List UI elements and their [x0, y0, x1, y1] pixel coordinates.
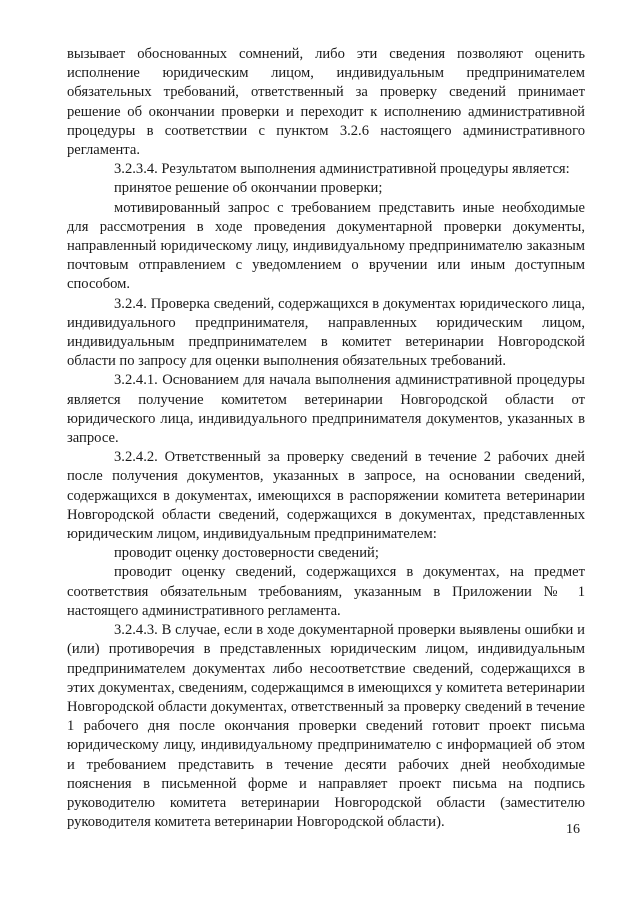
- paragraph-continuation: вызывает обоснованных сомнений, либо эти сведения позволяют оценить исполнение юридическим лицом, индивидуальным предпринимателем обязательных требований, ответственный за проверку сведений принимает решение об окончании проверки и переходит к исполнению административной процедуры в соответствии с пунктом 3.2.6 настоящего административного регламента.: [67, 46, 585, 159]
- page-number: 16: [566, 822, 580, 837]
- paragraph-3-2-4-2: 3.2.4.2. Ответственный за проверку сведений в течение 2 рабочих дней после получения документов, указанных в запросе, на основании сведений, содержащихся в документах, имеющихся в распоряжении комитета ветеринарии Новгородской области сведений, содержащихся в документах, представленных юридическим лицом, индивидуальным предпринимателем:: [67, 449, 585, 543]
- list-item-compliance: проводит оценку сведений, содержащихся в документах, на предмет соответствия обязательным требованиям, указанным в Приложении № 1 настоящего административного регламента.: [67, 564, 585, 619]
- paragraph-3-2-4: 3.2.4. Проверка сведений, содержащихся в документах юридического лица, индивидуального предпринимателя, направленных юридическим лицом, индивидуальным предпринимателем в комитет ветеринарии Новгородской области по запросу для оценки выполнения обязательных требований.: [67, 295, 585, 370]
- paragraph-3-2-3-4: 3.2.3.4. Результатом выполнения административной процедуры является:: [114, 161, 570, 178]
- paragraph-3-2-4-3: 3.2.4.3. В случае, если в ходе документарной проверки выявлены ошибки и (или) противоречия в представленных юридическим лицом, индивидуальным предпринимателем документах либо несоответствие сведений, содержащихся в этих документах, сведениям, содержащимся в имеющихся у комитета ветеринарии Новгородской области документах, ответственный за проверку сведений в течение 1 рабочего дня после окончания проверки сведений готовит проект письма юридическому лицу, индивидуальному предпринимателю с информацией об этом и требованием представить в течение десяти рабочих дней необходимые пояснения в письменной форме и направляет проект письма на подпись руководителю комитета ветеринарии Новгородской области (заместителю руководителя комитета ветеринарии Новгородской области).: [67, 622, 585, 831]
- list-item-decision: принятое решение об окончании проверки;: [114, 180, 383, 197]
- document-body: [67, 45, 585, 832]
- list-item-request: мотивированный запрос с требованием представить иные необходимые для рассмотрения в ходе проведения документарной проверки документы, направленный юридическому лицу, индивидуальному предпринимателю заказным почтовым отправлением с уведомлением о вручении или иным доступным способом.: [67, 199, 585, 293]
- paragraph-3-2-4-1: 3.2.4.1. Основанием для начала выполнения административной процедуры является получение комитетом ветеринарии Новгородской области от юридического лица, индивидуального предпринимателя документов, указанных в запросе.: [67, 372, 585, 447]
- list-item-reliability: проводит оценку достоверности сведений;: [114, 545, 379, 562]
